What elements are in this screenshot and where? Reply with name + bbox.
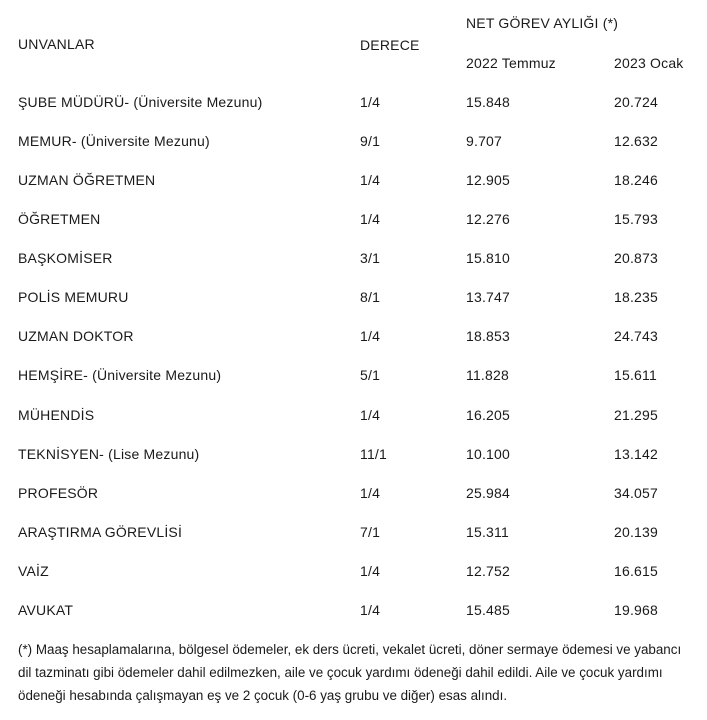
row-derece: 1/4 (360, 211, 381, 228)
row-salary-2022: 15.485 (466, 601, 511, 618)
row-title: BAŞKOMİSER (18, 250, 113, 267)
row-salary-2023: 15.611 (614, 367, 657, 384)
row-title: MEMUR- (Üniversite Mezunu) (18, 133, 210, 150)
row-derece: 8/1 (360, 289, 381, 306)
row-title: PROFESÖR (18, 484, 99, 501)
footnote: (*) Maaş hesaplamalarına, bölgesel ödemeler, ek ders ücreti, vekalet ücreti, döner sermaye ödemesi ve yabancı dil tazminatı gibi ödemeler dahil edilmezken, aile ve çocuk yardımı ödeneği dahil edildi. Aile ve çocuk yardımı ödeneği hesabında çalışmayan eş ve 2 çocuk (0-6 yaş grubu ve diğer) esas alındı. (18, 642, 682, 703)
row-salary-2022: 25.984 (466, 484, 511, 501)
row-salary-2023: 13.142 (614, 445, 659, 462)
row-salary-2022: 9.707 (466, 133, 503, 150)
row-title: ŞUBE MÜDÜRÜ- (Üniversite Mezunu) (18, 94, 263, 110)
table-row (0, 399, 707, 438)
row-salary-2022: 13.747 (466, 289, 511, 306)
row-salary-2022: 12.905 (466, 172, 511, 189)
row-title: AVUKAT (18, 601, 74, 618)
row-salary-2023: 21.295 (614, 406, 659, 423)
table-row (0, 164, 707, 203)
row-title: VAİZ (18, 562, 49, 579)
row-salary-2022: 18.853 (466, 328, 511, 345)
row-derece: 1/4 (360, 172, 381, 189)
table-row (0, 438, 707, 477)
row-title: MÜHENDİS (18, 406, 95, 423)
row-title: ÖĞRETMEN (18, 211, 101, 228)
table-row (0, 594, 707, 633)
row-salary-2022: 15.810 (466, 250, 511, 267)
row-title: UZMAN ÖĞRETMEN (18, 172, 156, 189)
row-salary-2022: 11.828 (466, 367, 509, 384)
row-salary-2023: 34.057 (614, 484, 659, 501)
row-title: HEMŞİRE- (Üniversite Mezunu) (18, 367, 222, 384)
row-derece: 3/1 (360, 250, 381, 267)
table-row (0, 359, 707, 398)
row-salary-2022: 16.205 (466, 406, 511, 423)
header-year-2022: 2022 Temmuz (466, 55, 556, 71)
row-salary-2022: 12.752 (466, 562, 511, 579)
header-net-gorev-ayligi: NET GÖREV AYLIĞI (*) (466, 15, 619, 31)
table-row (0, 242, 707, 281)
table-row (0, 281, 707, 320)
table-row (0, 320, 707, 359)
row-title: POLİS MEMURU (18, 289, 129, 306)
row-derece: 11/1 (360, 445, 388, 462)
row-salary-2022: 10.100 (466, 445, 511, 462)
table-body (0, 86, 707, 633)
row-salary-2023: 20.139 (614, 523, 659, 540)
row-salary-2023: 24.743 (614, 328, 659, 345)
row-derece: 7/1 (360, 523, 381, 540)
row-title: UZMAN DOKTOR (18, 328, 134, 345)
row-salary-2023: 12.632 (614, 133, 659, 150)
row-derece: 9/1 (360, 133, 381, 150)
row-derece: 1/4 (360, 484, 381, 501)
row-salary-2023: 19.968 (614, 601, 659, 618)
row-salary-2022: 12.276 (466, 211, 511, 228)
table-row (0, 125, 707, 164)
row-derece: 1/4 (360, 601, 381, 618)
row-title: TEKNİSYEN- (Lise Mezunu) (18, 445, 200, 462)
table-row (0, 203, 707, 242)
row-salary-2023: 20.724 (614, 94, 659, 110)
row-derece: 5/1 (360, 367, 381, 384)
row-title: ARAŞTIRMA GÖREVLİSİ (18, 523, 183, 540)
row-derece: 1/4 (360, 406, 381, 423)
row-derece: 1/4 (360, 562, 381, 579)
row-salary-2023: 18.235 (614, 289, 659, 306)
row-salary-2022: 15.848 (466, 94, 511, 110)
row-salary-2023: 20.873 (614, 250, 659, 267)
table-row (0, 555, 707, 594)
header-derece: DERECE (360, 37, 420, 53)
row-salary-2023: 18.246 (614, 172, 659, 189)
row-salary-2022: 15.311 (466, 523, 509, 540)
table-row (0, 516, 707, 555)
row-salary-2023: 16.615 (614, 562, 659, 579)
header-year-2023: 2023 Ocak (614, 55, 684, 71)
row-derece: 1/4 (360, 328, 381, 345)
table-row (0, 477, 707, 516)
table-row (0, 86, 707, 125)
header-unvanlar: UNVANLAR (18, 36, 95, 52)
row-derece: 1/4 (360, 94, 381, 110)
row-salary-2023: 15.793 (614, 211, 659, 228)
